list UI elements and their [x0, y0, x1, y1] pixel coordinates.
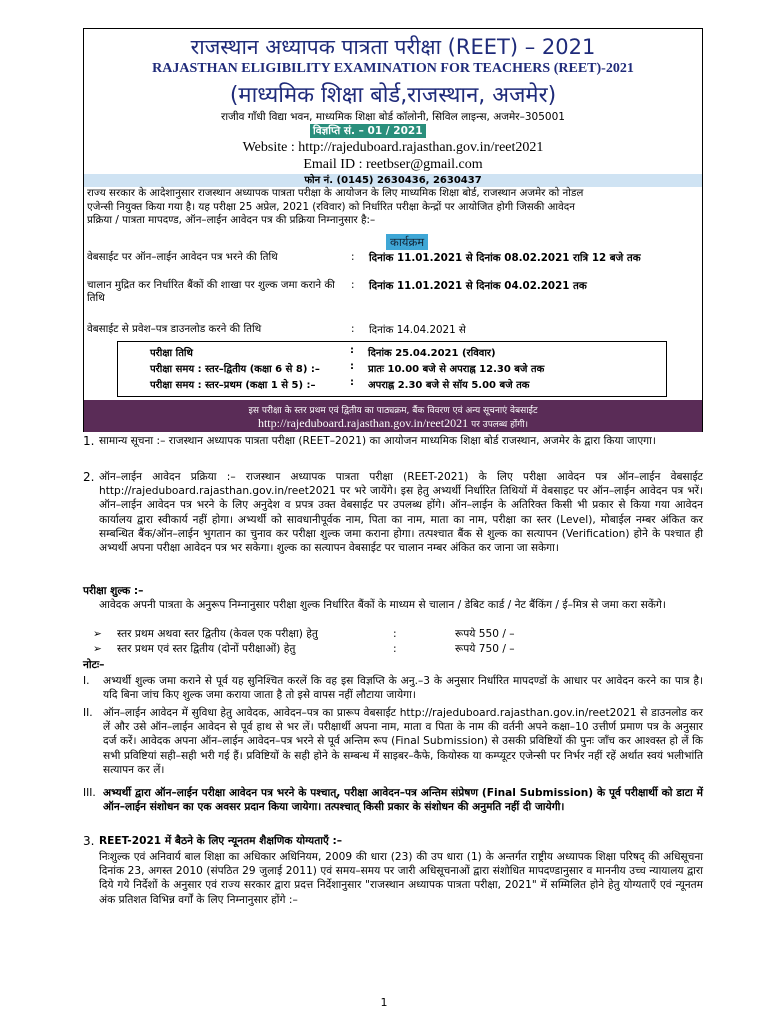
schedule-value: दिनांक 11.01.2021 से दिनांक 08.02.2021 रात्रि 12 बजे तक	[369, 252, 641, 264]
schedule-colon: :	[351, 323, 355, 335]
exam-colon: :	[350, 361, 354, 372]
exam-label: परीक्षा तिथि	[150, 348, 193, 359]
schedule-label: वेबसाईट पर ऑन–लाईन आवेदन पत्र भरने की तिथि	[87, 251, 278, 263]
exam-colon: :	[350, 345, 354, 356]
note-text: ऑन–लाईन आवेदन में सुविधा हेतु आवेदक, आवेदन–पत्र का प्रारूप वेबसाईट http://rajeduboard.rajasthan.gov.in/reet2021 से डाउनलोड कर लें और उसे ऑन–लाईन आवेदन से पूर्व हाथ से भर लें। परीक्षार्थी अपना नाम, माता व पिता के नाम की वर्तनी अपने कक्षा–10 उत्तीर्ण प्रमाण पत्र के अनुसार दर्ज करें। आवेदक अपना ऑन–लाईन आवेदन–पत्र भरने से पूर्व अन्तिम रूप (Final Submission) से उसकी प्रविष्टियों की पुनः जाँच कर आश्वस्त हो लें कि सभी प्रविष्टियां सही–सही भरी गई हैं। प्रविष्टियों के सही होने के सम्बन्ध में साइबर–कैफे, कियोस्क या कम्प्यूटर एजेन्सी पर निर्भर नहीं रहें अर्थात स्वयं भलीभांति सत्यापन कर लें।	[103, 707, 703, 776]
note-number: III.	[83, 787, 96, 799]
schedule-label: वेबसाईट से प्रवेश–पत्र डाउनलोड करने की तिथि	[87, 323, 262, 335]
exam-value: प्रातः 10.00 बजे से अपराह्न 12.30 बजे तक	[368, 364, 545, 375]
intro-line: प्रक्रिया / पात्रता मापदण्ड, ऑन–लाईन आवेदन पत्र की प्रक्रिया निम्नानुसार है:–	[87, 214, 376, 226]
board-address: राजीव गाँधी विद्या भवन, माध्यमिक शिक्षा बोर्ड कॉलोनी, सिविल लाइन्स, अजमेर–305001	[221, 111, 565, 123]
notes-section	[83, 658, 703, 814]
syllabus-info-text: इस परीक्षा के स्तर प्रथम एवं द्वितीय का पाठ्यक्रम, बैंक विवरण एवं अन्य सूचनाएं वेबसाईट	[248, 406, 538, 416]
schedule-heading: कार्यक्रम	[386, 234, 428, 250]
page-number: 1	[380, 996, 388, 1009]
note-text: अभ्यर्थी द्वारा ऑन–लाईन परीक्षा आवेदन पत्र भरने के पश्चात्, परीक्षा आवेदन–पत्र अन्तिम संप्रेषण (Final Submission) के पूर्व परीक्षार्थी को डाटा में ऑन–लाईन संशोधन का एक अवसर प्रदान किया जायेगा। तत्पश्चात् किसी प्रकार के संशोधन की अनुमति नहीं दी जायेगी।	[103, 787, 703, 814]
syllabus-info-suffix: पर उपलब्ध होंगी।	[471, 420, 529, 430]
note-text: अभ्यर्थी शुल्क जमा कराने से पूर्व यह सुनिश्चित करलें कि वह इस विज्ञप्ति के अनु.–3 के अनुसार निर्धारित मापदण्डों के आधार पर आवेदन करने का पात्र है। यदि बिना जांच किए शुल्क जमा कराया जाता है तो इसे वापस नहीं लौटाया जायेगा।	[103, 675, 703, 702]
fee-item-colon: :	[393, 628, 397, 640]
fee-heading: परीक्षा शुल्क :–	[83, 585, 144, 597]
syllabus-url[interactable]: http://rajeduboard.rajasthan.gov.in/reet2021	[257, 416, 469, 430]
schedule-label: चालान मुद्रित कर निर्धारित बैंकों की शाखा पर शुल्क जमा कराने की तिथि	[87, 279, 335, 304]
section-text: सामान्य सूचना :– राजस्थान अध्यापक पात्रता परीक्षा (REET–2021) का आयोजन माध्यमिक शिक्षा बोर्ड राजस्थान, अजमेर के द्वारा किया जाएगा।	[99, 435, 656, 447]
section-number: 1.	[83, 434, 95, 448]
exam-label: परीक्षा समय : स्तर–द्वितीय (कक्षा 6 से 8) :–	[150, 364, 320, 375]
note-number: II.	[83, 707, 93, 719]
intro-paragraph	[87, 187, 699, 228]
schedule-value: दिनांक 14.04.2021 से	[369, 324, 466, 336]
section-heading: REET-2021 में बैठने के लिए न्यूनतम शैक्षणिक योग्यताएँ :–	[99, 835, 343, 847]
phone-bar: फोन नं. (0145) 2630436, 2630437	[84, 174, 702, 187]
fee-section	[83, 584, 703, 655]
fee-item-label: स्तर प्रथम एवं स्तर द्वितीय (दोनों परीक्षाओं) हेतु	[117, 643, 296, 655]
section-number: 2.	[83, 470, 95, 484]
exam-value: अपराह्न 2.30 बजे से सॉय 5.00 बजे तक	[368, 380, 530, 391]
board-name: (माध्यमिक शिक्षा बोर्ड,राजस्थान, अजमेर)	[229, 83, 557, 108]
exam-schedule-box	[117, 341, 667, 397]
schedule-colon: :	[351, 251, 355, 263]
intro-line: राज्य सरकार के आदेशानुसार राजस्थान अध्यापक पात्रता परीक्षा के आयोजन के लिए माध्यमिक शिक्षा बोर्ड, राजस्थान अजमेर को नोडल	[87, 187, 584, 199]
schedule-colon: :	[351, 279, 355, 291]
section-text: ऑन–लाईन आवेदन प्रक्रिया :– राजस्थान अध्यापक पात्रता परीक्षा (REET-2021) के लिए परीक्षा आवेदन पत्र ऑन–लाईन वेबसाईट http://rajeduboard.rajasthan.gov.in/reet2021 पर भरे जायेंगे। इस हेतु अभ्यर्थी निर्धारित तिथियों में वेबसाइट पर ऑन–लाईन आवेदन पत्र भरें। ऑन–लाईन आवेदन पत्र भरने के लिए अनुदेश व प्रपत्र उक्त वेबसाईट पर उपलब्ध होंगे। ऑन–लाईन के अतिरिक्त किसी भी प्रकार से किया गया आवेदन कार्यालय द्वारा स्वीकार्य नहीं होगा। अभ्यर्थी को सावधानीपूर्वक नाम, पिता का नाम, माता का नाम, परीक्षा का स्तर (Level), मोबाईल नम्बर अंकित कर सम्बन्धित बैंक/ऑन–लाईन भुगतान का चुनाव कर परीक्षा शुल्क जमा कराना होगा। तत्पश्चात बैंक से शुल्क का सत्यापन (Verification) होने के पश्चात ही अभ्यर्थी अपना परीक्षा आवेदन पत्र भर सकेगा। शुल्क का सत्यापन वेबसाईट पर चालान नम्बर अंकित कर जाना जा सकेगा।	[99, 471, 703, 555]
exam-label: परीक्षा समय : स्तर–प्रथम (कक्षा 1 से 5) :–	[150, 380, 316, 391]
fee-item-amount: रूपये 750 / –	[455, 643, 515, 655]
schedule-value: दिनांक 11.01.2021 से दिनांक 04.02.2021 तक	[369, 280, 587, 292]
exam-value: दिनांक 25.04.2021 (रविवार)	[368, 348, 496, 359]
email-line: Email ID : reetbser@gmail.com	[303, 157, 483, 172]
section-text: निःशुल्क एवं अनिवार्य बाल शिक्षा का अधिकार अधिनियम, 2009 की धारा (23) की उप धारा (1) के अन्तर्गत राष्ट्रीय अध्यापक शिक्षा परिषद् की अधिसूचना दिनांक 23, अगस्त 2010 (संपठित 29 जुलाई 2011) एवं समय–समय पर जारी अधिसूचनाओं द्वारा संशोधित मापदण्डानुसार व माननीय उच्च न्यायालय द्वारा दिये गये निर्देशों के अनुसार एवं राज्य सरकार द्वारा प्रदत्त निर्देशानुसार "राजस्थान अध्यापक पात्रता परीक्षा, 2021" में सम्मिलित होने हेतु योग्यताएँ एवं न्यूनतम अंक प्रतिशत विभिन्न वर्गों के लिए निम्नानुसार होंगे :–	[99, 851, 703, 906]
fee-item-colon: :	[393, 643, 397, 655]
arrow-bullet-icon: ➢	[93, 643, 102, 655]
title-english: RAJASTHAN ELIGIBILITY EXAMINATION FOR TEACHERS (REET)-2021	[152, 61, 634, 76]
syllabus-info-bar	[84, 400, 702, 432]
title-hindi: राजस्थान अध्यापक पात्रता परीक्षा (REET) – 2021	[190, 35, 596, 59]
fee-text: आवेदक अपनी पात्रता के अनुरूप निम्नानुसार परीक्षा शुल्क निर्धारित बैंकों के माध्यम से चालान / डेबिट कार्ड / नेट बैंकिंग / ई–मित्र से जमा करा सकेंगे।	[99, 599, 666, 611]
arrow-bullet-icon: ➢	[93, 628, 102, 640]
fee-item-amount: रूपये 550 / –	[455, 628, 515, 640]
exam-colon: :	[350, 377, 354, 388]
syllabus-info-link-line	[84, 416, 702, 431]
section-number: 3.	[83, 834, 95, 848]
note-heading: नोटः–	[83, 659, 105, 671]
intro-line: एजेन्सी नियुक्त किया गया है। यह परीक्षा 25 अप्रेल, 2021 (रविवार) को निर्धारित परीक्षा केन्द्रों पर आयोजित होगी जिसकी आवेदन	[87, 200, 575, 213]
notification-number: विज्ञप्ति सं. – 01 / 2021	[310, 124, 426, 138]
fee-item-label: स्तर प्रथम अथवा स्तर द्वितीय (केवल एक परीक्षा) हेतु	[117, 628, 318, 640]
notification-header	[83, 28, 703, 432]
note-number: I.	[83, 675, 90, 687]
website-line: Website : http://rajeduboard.rajasthan.gov.in/reet2021	[242, 140, 544, 155]
